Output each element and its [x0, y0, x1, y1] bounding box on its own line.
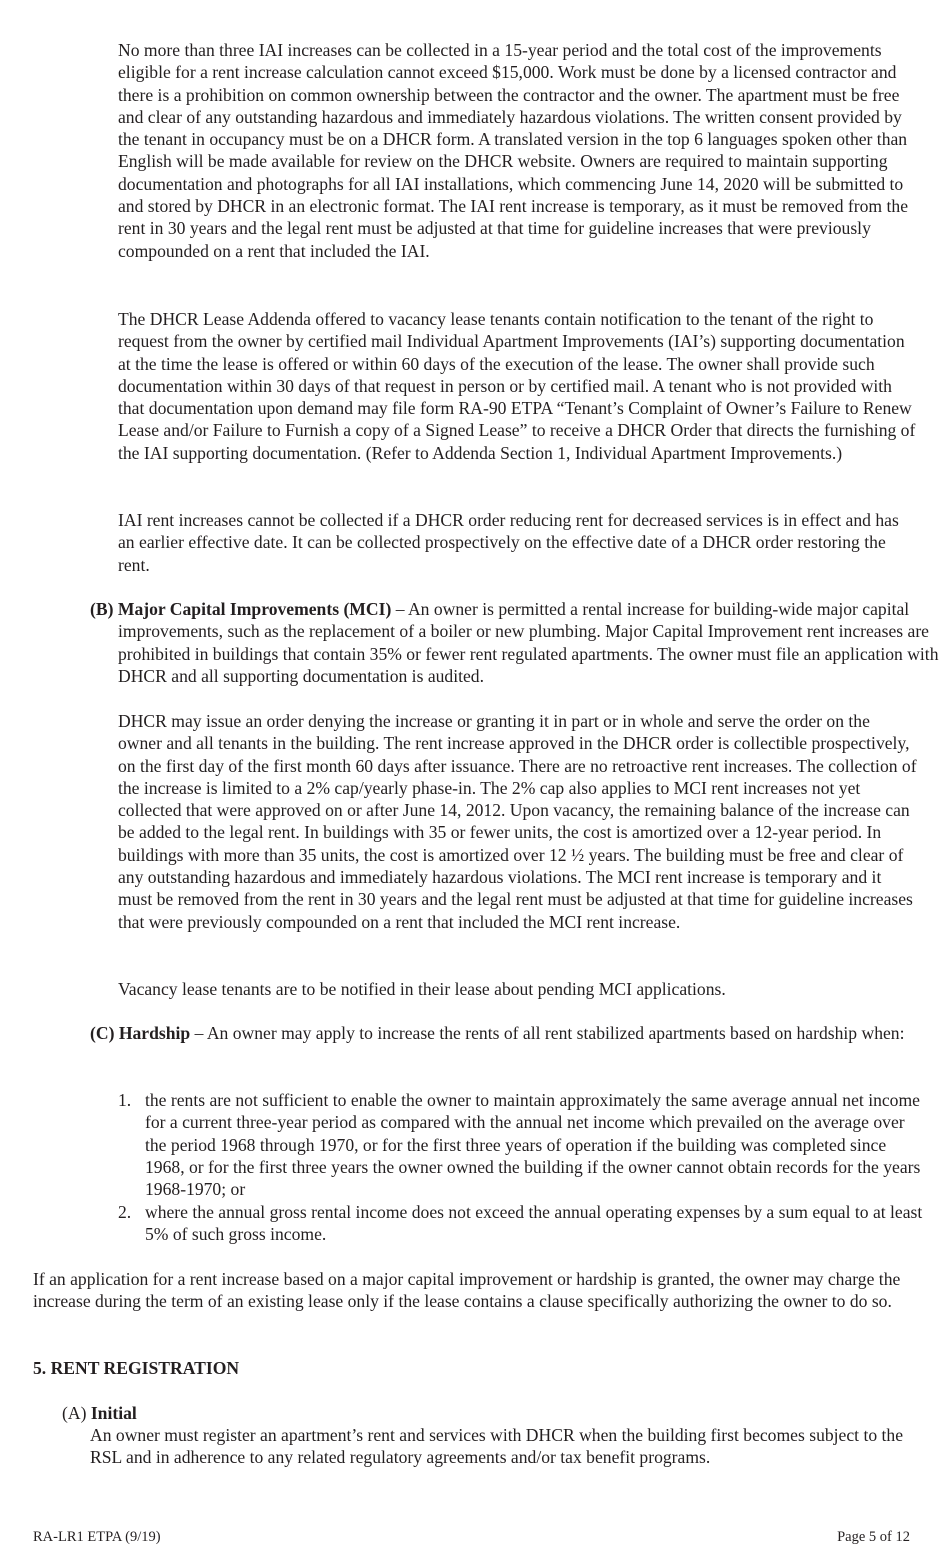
- section-b-text: – An owner is permitted a rental increase for building-wide major capital improvements, such as the replacement of a boiler or new plumbing. Major Capital Improvement rent increases are prohibited in buildings that contain 35% or fewer rent regulated apartments. The owner must file an application with DHCR and all supporting documentation is audited.: [118, 599, 939, 686]
- paragraph-lease-addenda: The DHCR Lease Addenda offered to vacancy lease tenants contain notification to the tenant of the right to request from the owner by certified mail Individual Apartment Improvements (IAI’s) supporting documentation at the time the lease is offered or within 60 days of the execution of the lease. The owner shall provide such documentation within 30 days of that request in person or by certified mail. A tenant who is not provided with that documentation upon demand may file form RA-90 ETPA “Tenant’s Complaint of Owner’s Failure to Renew Lease and/or Failure to Furnish a copy of a Signed Lease” to receive a DHCR Order that directs the furnishing of the IAI supporting documentation. (Refer to Addenda Section 1, Individual Apartment Improvements.): [118, 309, 916, 463]
- paragraph-iai-decreased-services: IAI rent increases cannot be collected if a DHCR order reducing rent for decreased services is in effect and has an earlier effective date. It can be collected prospectively on the effective date of a DHCR order restoring the rent.: [118, 510, 899, 575]
- paragraph-iai-limits: No more than three IAI increases can be collected in a 15-year period and the total cost of the improvements eligible for a rent increase calculation cannot exceed $15,000. Work must be done by a licensed contractor and there is a prohibition on common ownership between the contractor and the owner. The apartment must be free and clear of any outstanding hazardous and immediately hazardous violations. The written consent provided by the tenant in occupancy must be on a DHCR form. A translated version in the top 6 languages spoken other than English will be made available for review on the DHCR website. Owners are required to maintain supporting documentation and photographs for all IAI installations, which commencing June 14, 2020 will be submitted to and stored by DHCR in an electronic format. The IAI rent increase is temporary, as it must be removed from the rent in 30 years and the legal rent must be adjusted at that time for guideline increases that were previously compounded on a rent that included the IAI.: [118, 40, 909, 261]
- paragraph-existing-lease: If an application for a rent increase based on a major capital improvement or hardship is granted, the owner may charge the increase during the term of an existing lease only if the lease contains a clause specifically authorizing the owner to do so.: [33, 1269, 901, 1312]
- list-item-text: the rents are not sufficient to enable the owner to maintain approximately the same average annual net income for a current three-year period as compared with the annual net income which prevailed on the average over the period 1968 through 1970, or for the first three years of operation if the building was completed since 1968, or for the first three years the owner owned the building if the owner cannot obtain records for the years 1968-1970; or: [145, 1090, 921, 1200]
- section-c-label: (C) Hardship: [90, 1023, 191, 1043]
- subsection-a-title: Initial: [90, 1403, 137, 1423]
- list-item-number: 2.: [118, 1202, 132, 1222]
- paragraph-mci-order: DHCR may issue an order denying the increase or granting it in part or in whole and serve the order on the owner and all tenants in the building. The rent increase approved in the DHCR order is collectible prospectively, on the first day of the first month 60 days after issuance. There are no retroactive rent increases. The collection of the increase is limited to a 2% cap/yearly phase-in. The 2% cap also applies to MCI rent increases not yet collected that were approved on or after June 14, 2012. Upon vacancy, the remaining balance of the increase can be added to the legal rent. In buildings with 35 or fewer units, the cost is amortized over a 12-year period. In buildings with more than 35 units, the cost is amortized over 12 ½ years. The building must be free and clear of any outstanding hazardous and immediately hazardous violations. The MCI rent increase is temporary and it must be removed from the rent in 30 years and the legal rent must be adjusted at that time for guideline increases that were previously compounded on a rent that included the MCI rent increase.: [118, 711, 917, 932]
- form-id: RA-LR1 ETPA (9/19): [33, 1529, 161, 1545]
- subsection-a-text: An owner must register an apartment’s rent and services with DHCR when the building first becomes subject to the RSL and in adherence to any related regulatory agreements and/or tax benefit programs.: [90, 1425, 904, 1468]
- section-b-mci: [90, 598, 946, 687]
- subsection-a-prefix: (A): [62, 1403, 91, 1423]
- paragraph-mci-vacancy: Vacancy lease tenants are to be notified in their lease about pending MCI applications.: [118, 979, 726, 999]
- section-heading: 5. RENT REGISTRATION: [33, 1358, 240, 1378]
- page-number: Page 5 of 12: [837, 1529, 910, 1545]
- section-b-label: (B) Major Capital Improvements (MCI): [90, 599, 392, 619]
- list-item-number: 1.: [118, 1090, 132, 1110]
- list-item-text: where the annual gross rental income does not exceed the annual operating expenses by a sum equal to at least 5% of such gross income.: [145, 1202, 923, 1245]
- section-c-hardship: [90, 1022, 946, 1044]
- subsection-a-heading: [62, 1402, 922, 1424]
- section-c-text: – An owner may apply to increase the rents of all rent stabilized apartments based on hardship when:: [190, 1023, 905, 1043]
